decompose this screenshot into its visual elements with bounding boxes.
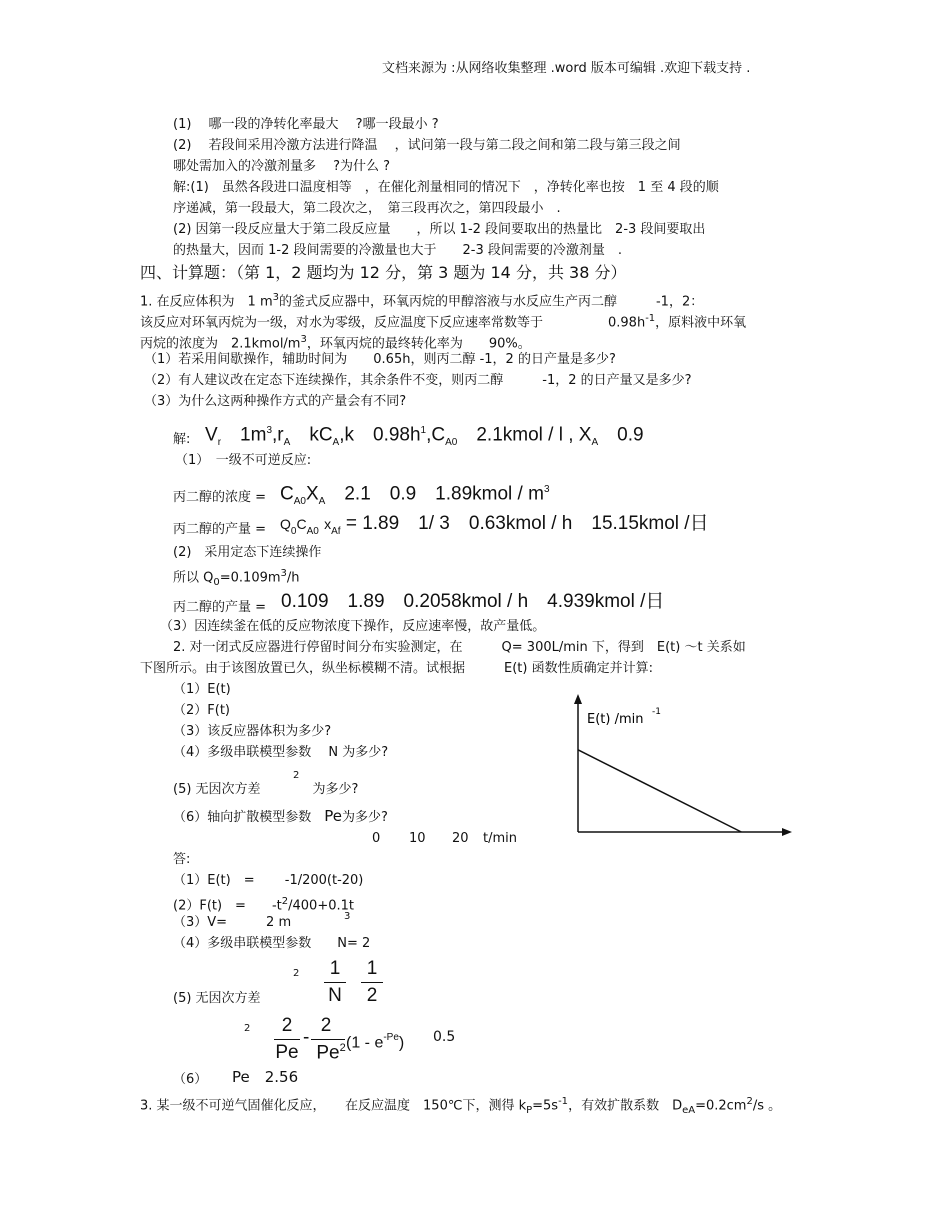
q0-text: 所以 Q [173, 570, 214, 586]
p2-a5-sup: 2 [293, 968, 300, 979]
p2-answer-4: （4）多级串联模型参数 N= 2 [173, 936, 371, 951]
eq-part: 2.1 0.9 1.89kmol / m [344, 483, 544, 505]
eq-sub: A [332, 437, 340, 449]
p2-i6-pe: Pe [324, 807, 343, 825]
a2-text-b: /400+0.1t [288, 898, 354, 914]
p1-prod1-label: 丙二醇的产量 = [173, 522, 267, 537]
minus-sign: - [303, 1027, 310, 1048]
frac-1-N-num: 1 [329, 958, 341, 979]
q0-sup: 3 [280, 568, 287, 579]
eq-sub: A [283, 437, 291, 449]
intro-answer-1a: 解:(1) 虽然各段进口温度相等 ，在催化剂量相同的情况下 ，净转化率也按 1 至 4 段的顺 [173, 180, 719, 195]
p2-answer-5: (5) 无因次方差 [173, 991, 261, 1006]
eq-part: Q [280, 516, 291, 532]
page-header: 文档来源为 :从网络收集整理 .word 版本可编辑 .欢迎下载支持 . [382, 61, 751, 76]
q0-sub: 0 [213, 576, 220, 588]
p1-l3-text: 丙烷的浓度为 2.1kmol/m [140, 336, 301, 352]
p2-item-3: （3）该反应器体积为多少? [173, 724, 332, 739]
frac-2-pe-num: 2 [281, 1015, 293, 1036]
p1-solution-label: 解: [173, 432, 191, 447]
p1-l3-sup: 3 [300, 334, 307, 345]
eq-part: ,k 0.98h [339, 424, 421, 446]
eq-sub: A0 [306, 525, 319, 537]
p2-answer-3: （3）V= 2 m [173, 915, 292, 930]
y-axis-label-sup: -1 [652, 707, 661, 717]
p2-a5b-sup: 2 [244, 1023, 251, 1034]
p1-line-2 [140, 311, 746, 331]
p3-text: ，有效扩散系数 D [568, 1098, 683, 1114]
p1-conc-equation [280, 479, 550, 513]
p2-answer-3-sup: 3 [344, 911, 351, 922]
exp-sup: -Pe [383, 1032, 399, 1043]
eq-part: C [296, 516, 307, 532]
p2-item-1: （1）E(t) [173, 682, 231, 697]
frac-2-pe2-den [311, 1042, 351, 1064]
p1-l1-text: 1. 在反应体积为 1 m [140, 294, 273, 310]
p2-item-5-sup: 2 [293, 770, 300, 781]
pe-text: Pe [316, 1042, 340, 1064]
p3-sub: P [526, 1104, 533, 1116]
p1-l1-sup: 3 [272, 292, 279, 303]
p2-line-2: 下图所示。由于该图放置已久，纵坐标模糊不清。试根据 E(t) 函数性质确定并计算: [140, 661, 653, 676]
p2-answer-2 [173, 894, 354, 914]
p1-l2-sup: -1 [645, 313, 656, 324]
p1-prod2-equation: 0.109 1.89 0.2058kmol / h 4.939kmol /日 [281, 591, 665, 612]
intro-question-2b: 哪处需加入的冷激剂量多 ?为什么 ? [173, 159, 391, 174]
intro-answer-2a: (2) 因第一段反应量大于第二段反应量 ，所以 1-2 段间要取出的热量比 2-3 段间要取出 [173, 222, 706, 237]
frac-1-N-bar [324, 982, 346, 983]
p2-i6-text: （6）轴向扩散模型参数 [173, 810, 312, 825]
p1-l2-text: 该反应对环氧丙烷为一级，对水为零级，反应温度下反应速率常数等于 0.98h [140, 315, 646, 331]
eq-sub: A0 [293, 496, 306, 508]
p1-answer-3: （3）因连续釜在低的反应物浓度下操作，反应速率慢，故产量低。 [160, 619, 546, 634]
p1-l3-text-b: ，环氧丙烷的最终转化率为 90%。 [306, 336, 531, 352]
pe-sup: 2 [339, 1042, 346, 1054]
frac-2-pe2-num: 2 [320, 1015, 332, 1036]
variance-value: 0.5 [433, 1029, 456, 1045]
p1-solution-equation [205, 420, 644, 454]
q0-text: /h [286, 570, 300, 586]
p2-answer-label: 答: [173, 852, 191, 867]
eq-sup: 3 [543, 484, 550, 495]
p2-i6-text-b: 为多少? [342, 810, 388, 825]
p1-prod1-equation [280, 513, 709, 543]
eq-part: X [305, 483, 319, 505]
p2-answer-1: （1）E(t) = -1/200(t-20) [173, 873, 364, 888]
p1-q0 [173, 566, 300, 591]
p2-item-6 [173, 808, 388, 826]
exp-term [346, 1027, 404, 1054]
p2-answer-6: （6） [173, 1072, 208, 1087]
e-t-chart [560, 690, 800, 850]
q0-text: =0.109m [219, 570, 281, 586]
intro-answer-1b: 序递减，第一段最大，第二段次之， 第三段再次之，第四段最小 . [173, 201, 561, 216]
eq-sub: A [318, 496, 326, 508]
p1-continuous: (2) 采用定态下连续操作 [173, 545, 322, 560]
eq-sub: 0 [290, 525, 297, 537]
eq-part: kC [309, 424, 333, 446]
exp-close: ) [398, 1034, 405, 1052]
section-title: 四、计算题：（第 1，2 题均为 12 分，第 3 题为 14 分，共 38 分） [140, 263, 627, 282]
p2-item-4: （4）多级串联模型参数 N 为多少? [173, 745, 389, 760]
eq-part: x [324, 516, 332, 532]
x-axis-label: t/min [483, 831, 517, 846]
p3-sub: eA [682, 1104, 696, 1116]
p2-item-5: (5) 无因次方差 为多少? [173, 782, 359, 797]
p1-line-3 [140, 332, 531, 352]
eq-sub: r [217, 437, 222, 449]
eq-part: ,C [426, 424, 446, 446]
p2-line-1: 2. 对一闭式反应器进行停留时间分布实验测定，在 Q= 300L/min 下，得到 E(t) ～t 关系如 [173, 640, 746, 655]
frac-2-pe-bar [274, 1039, 300, 1040]
p1-conc-label: 丙二醇的浓度 = [173, 490, 267, 505]
p1-sub-3: （3）为什么这两种操作方式的产量会有不同? [144, 394, 407, 409]
intro-question-2a: (2) 若段间采用冷激方法进行降温 ，试问第一段与第二段之间和第二段与第三段之间 [173, 138, 681, 153]
y-axis-label: E(t) /min [587, 712, 644, 727]
eq-sup: 3 [266, 425, 273, 436]
eq-part: ,r [272, 424, 284, 446]
eq-sub: A0 [445, 437, 458, 449]
p3-sup: 2 [746, 1096, 753, 1107]
eq-part: = 1.89 1/ 3 0.63kmol / h 15.15kmol /日 [345, 513, 709, 534]
x-axis-arrow [782, 828, 792, 836]
eq-part: 1m [240, 424, 267, 446]
p1-prod2-label: 丙二醇的产量 = [173, 600, 267, 615]
eq-part: V [205, 424, 218, 446]
eq-sup: 1 [420, 425, 427, 436]
x-tick-0: 0 [372, 831, 381, 846]
p1-l1-text-b: 的釜式反应器中，环氧丙烷的甲醇溶液与水反应生产丙二醇 -1，2： [278, 294, 704, 310]
a2-sup: 2 [281, 896, 289, 907]
eq-part: C [280, 483, 294, 505]
eq-part: 2.1kmol / l , X [476, 424, 592, 446]
frac-1-2-num: 1 [366, 958, 378, 979]
p1-irreversible: （1） 一级不可逆反应: [175, 453, 312, 468]
frac-2-pe2-bar [311, 1039, 345, 1040]
frac-1-N-den: N [328, 985, 342, 1006]
p1-sub-2: （2）有人建议改在定态下连续操作，其余条件不变，则丙二醇 -1，2 的日产量又是多少? [144, 373, 692, 388]
p1-sub-1: （1）若采用间歇操作，辅助时间为 0.65h，则丙二醇 -1，2 的日产量是多少? [144, 352, 616, 367]
frac-1-2-bar [361, 982, 383, 983]
a2-text: (2）F(t) = -t [173, 898, 282, 914]
p3-text: =5s [532, 1098, 559, 1114]
eq-sub: Af [331, 525, 341, 537]
p3-text: =0.2cm [695, 1098, 747, 1114]
p3-text: 3. 某一级不可逆气固催化反应， 在反应温度 150℃下，测得 k [140, 1098, 527, 1114]
p3-sup: -1 [558, 1096, 569, 1107]
p3-line [140, 1094, 781, 1119]
eq-sub: A [591, 437, 599, 449]
y-axis-arrow [574, 694, 582, 704]
frac-1-2-den: 2 [366, 985, 378, 1006]
x-tick-10: 10 [409, 831, 426, 846]
x-tick-20: 20 [452, 831, 469, 846]
exp-text: (1 - e [346, 1034, 384, 1052]
p2-answer-6-pe: Pe 2.56 [232, 1068, 299, 1086]
p3-text: /s 。 [752, 1098, 782, 1114]
frac-2-pe-den: Pe [275, 1042, 299, 1063]
p2-item-2: （2）F(t) [173, 703, 230, 718]
intro-question-1: (1) 哪一段的净转化率最大 ?哪一段最小 ? [173, 117, 439, 132]
e-t-series-line [578, 750, 741, 832]
eq-part: 0.9 [617, 424, 644, 446]
p1-line-1 [140, 290, 703, 310]
p1-l2-text-b: ，原料液中环氧 [655, 315, 747, 331]
intro-answer-2b: 的热量大，因而 1-2 段间需要的冷激量也大于 2-3 段间需要的冷激剂量 . [173, 243, 622, 258]
